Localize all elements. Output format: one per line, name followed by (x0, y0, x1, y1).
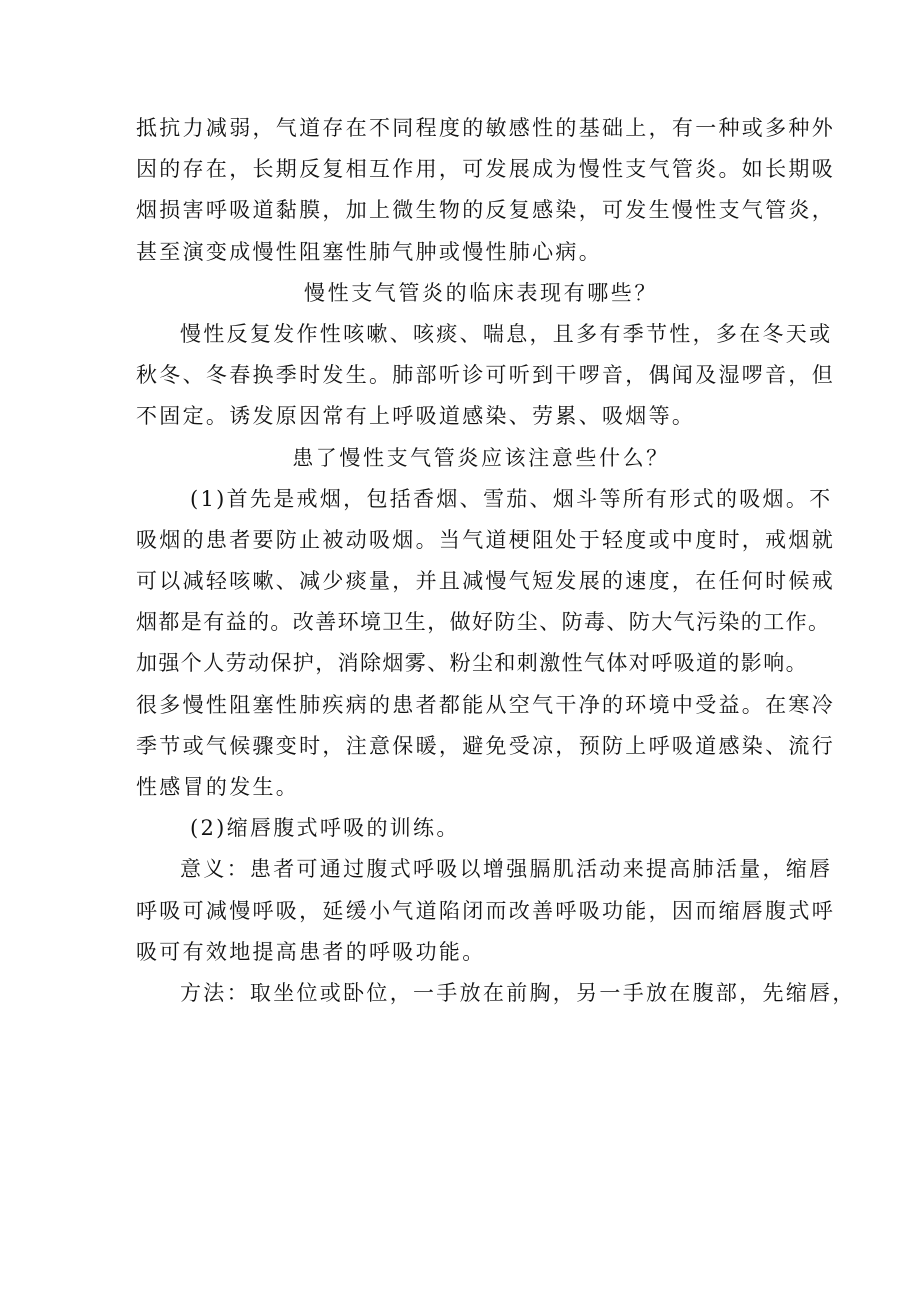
text-line: 因的存在，长期反复相互作用，可发展成为慢性支气管炎。如长期吸 (136, 157, 835, 182)
section-heading-precautions: 患了慢性支气管炎应该注意些什么？ (292, 445, 670, 470)
text-line: 加强个人劳动保护，消除烟雾、粉尘和刺激性气体对呼吸道的影响。 (136, 651, 808, 676)
text-line: 不固定。诱发原因常有上呼吸道感染、劳累、吸烟等。 (136, 404, 696, 429)
text-line: 可以减轻咳嗽、减少痰量，并且减慢气短发展的速度，在任何时候戒 (136, 569, 835, 594)
paragraph-item-2: (2)缩唇腹式呼吸的训练。 (190, 816, 460, 841)
text-line: 秋冬、冬春换季时发生。肺部听诊可听到干啰音，偶闻及湿啰音，但 (136, 363, 835, 388)
text-line: 慢性反复发作性咳嗽、咳痰、喘息，且多有季节性，多在冬天或 (180, 321, 833, 346)
text-line: 吸可有效地提高患者的呼吸功能。 (136, 939, 486, 964)
text-line: 烟都是有益的。改善环境卫生，做好防尘、防毒、防大气污染的工作。 (136, 610, 831, 635)
text-line: 甚至演变成慢性阻塞性肺气肿或慢性肺心病。 (136, 239, 602, 264)
text-line: 呼吸可减慢呼吸，延缓小气道陷闭而改善呼吸功能，因而缩唇腹式呼 (136, 898, 835, 923)
paragraph-meaning (136, 849, 835, 973)
text-line: 吸烟的患者要防止被动吸烟。当气道梗阻处于轻度或中度时，戒烟就 (136, 527, 835, 552)
text-line: 季节或气候骤变时，注意保暖，避免受凉，预防上呼吸道感染、流行 (136, 733, 835, 758)
text-line: 抵抗力减弱，气道存在不同程度的敏感性的基础上，有一种或多种外 (136, 116, 835, 140)
paragraph-method: 方法：取坐位或卧位，一手放在前胸，另一手放在腹部，先缩唇， (180, 980, 856, 1005)
paragraph-item-1 (136, 479, 835, 809)
text-line: 烟损害呼吸道黏膜，加上微生物的反复感染，可发生慢性支气管炎， (136, 198, 835, 223)
section-heading-symptoms: 慢性支气管炎的临床表现有哪些？ (304, 280, 658, 305)
document-body (136, 108, 856, 1014)
paragraph-symptoms (136, 314, 835, 438)
text-line: (1)首先是戒烟，包括香烟、雪茄、烟斗等所有形式的吸烟。不 (190, 486, 833, 511)
text-line: 性感冒的发生。 (136, 775, 300, 799)
text-line: 意义：患者可通过腹式呼吸以增强膈肌活动来提高肺活量，缩唇 (180, 857, 833, 882)
paragraph-intro (136, 108, 835, 273)
text-line: 很多慢性阻塞性肺疾病的患者都能从空气干净的环境中受益。在寒冷 (136, 692, 835, 717)
